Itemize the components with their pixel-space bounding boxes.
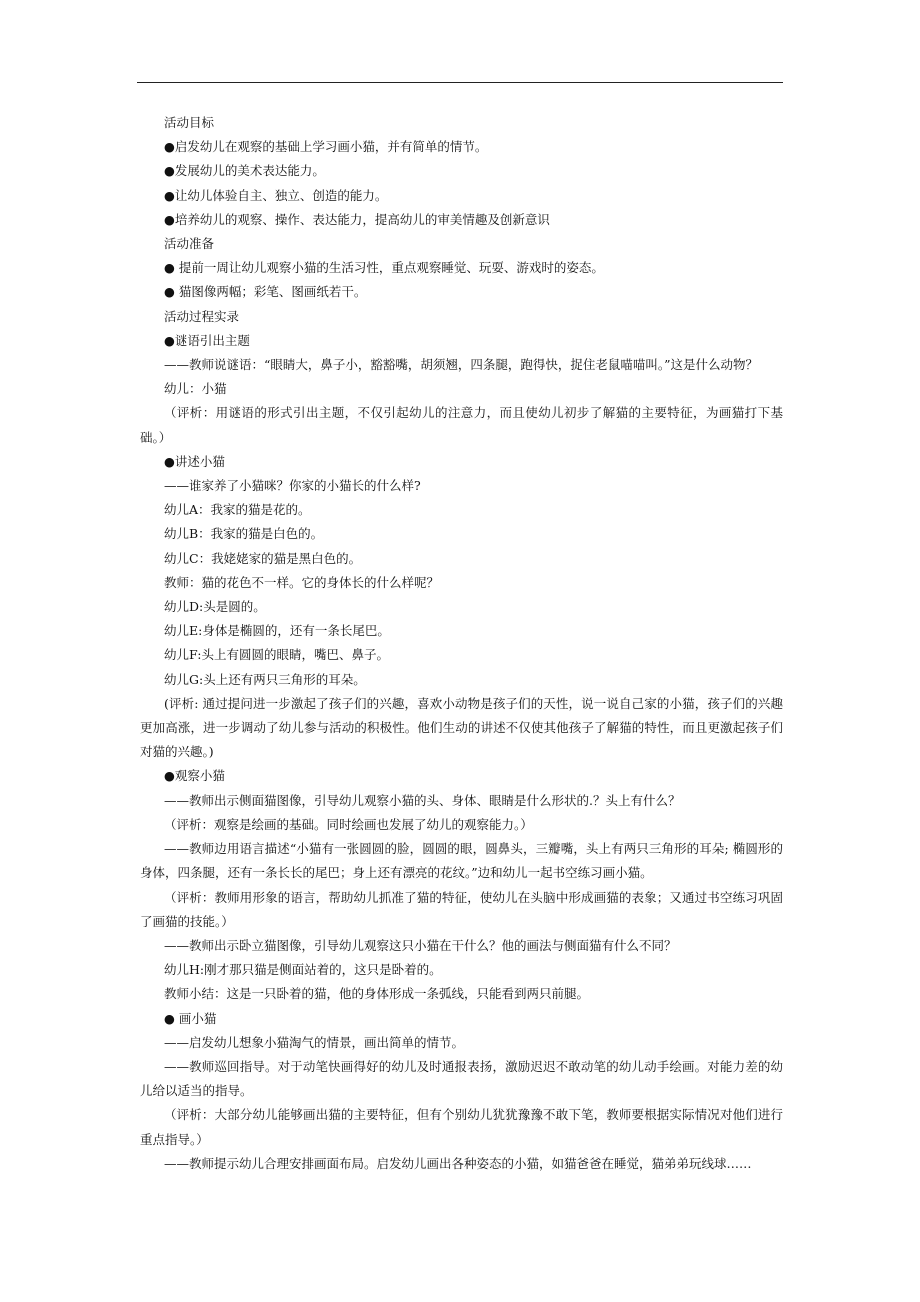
paragraph-line: 活动准备 xyxy=(164,236,215,252)
paragraph-line: （评析：用谜语的形式引出主题，不仅引起幼儿的注意力，而且使幼儿初步了解猫的主要特征，为画猫打下基础。） xyxy=(140,405,783,445)
paragraph-line: 幼儿：小猫 xyxy=(164,381,227,397)
paragraph-line: 幼儿A：我家的猫是花的。 xyxy=(164,502,311,518)
paragraph-line: ●观察小猫 xyxy=(164,768,225,784)
paragraph-line: ——启发幼儿想象小猫淘气的情景，画出简单的情节。 xyxy=(164,1034,465,1050)
paragraph-line: 活动过程实录 xyxy=(164,308,240,324)
paragraph-line: ——谁家养了小猫咪？你家的小猫长的什么样? xyxy=(164,478,421,494)
paragraph-line: ●谜语引出主题 xyxy=(164,332,250,348)
paragraph-line: 幼儿F:头上有圆圆的眼睛，嘴巴、鼻子。 xyxy=(164,647,389,663)
paragraph-line: ——教师边用语言描述“小猫有一张圆圆的脸，圆圆的眼，圆鼻头，三瓣嘴，头上有两只三角形的耳朵; 椭圆形的身体，四条腿，还有一条长长的尾巴；身上还有漂亮的花纹。”边和幼儿一起书空练习画小猫。 xyxy=(140,841,783,881)
paragraph-line: 活动目标 xyxy=(164,115,215,130)
paragraph-line: ●发展幼儿的美术表达能力。 xyxy=(164,163,325,179)
paragraph-line: 幼儿D:头是圆的。 xyxy=(164,599,266,615)
paragraph-line: ——教师说谜语：“眼睛大，鼻子小，豁豁嘴，胡须翘，四条腿，跑得快，捉住老鼠喵喵叫。”这是什么动物？ xyxy=(164,357,759,373)
header-rule xyxy=(137,82,783,83)
paragraph-line: ●讲述小猫 xyxy=(164,453,225,469)
paragraph-line: ●启发幼儿在观察的基础上学习画小猫，并有简单的情节。 xyxy=(164,139,488,155)
paragraph-line: （评析：观察是绘画的基础。同时绘画也发展了幼儿的观察能力。） xyxy=(164,816,533,832)
paragraph-line: ● 画小猫 xyxy=(164,1010,217,1026)
paragraph-line: ——教师提示幼儿合理安排画面布局。启发幼儿画出各种姿态的小猫，如猫爸爸在睡觉，猫弟弟玩线球…… xyxy=(164,1155,752,1171)
paragraph-line: (评析: 通过提问进一步激起了孩子们的兴趣，喜欢小动物是孩子们的天性，说一说自己家的小猫，孩子们的兴趣更加高涨，进一步调动了幼儿参与活动的积极性。他们生动的讲述不仅使其他孩子了解猫的特性，而且更激起孩子们对猫的兴趣。) xyxy=(140,695,783,760)
paragraph-line: 幼儿C：我姥姥家的猫是黑白色的。 xyxy=(164,550,362,566)
paragraph-line: ●让幼儿体验自主、独立、创造的能力。 xyxy=(164,187,388,203)
paragraph-line: （评析：教师用形象的语言，帮助幼儿抓准了猫的特征，使幼儿在头脑中形成画猫的表象；又通过书空练习巩固了画猫的技能。） xyxy=(140,889,783,929)
paragraph-line: 幼儿H:刚才那只猫是侧面站着的，这只是卧着的。 xyxy=(164,962,442,978)
document-body xyxy=(140,111,783,1176)
paragraph-line: ●培养幼儿的观察、操作、表达能力，提高幼儿的审美情趣及创新意识 xyxy=(164,211,550,227)
paragraph-line: 幼儿E:身体是椭圆的，还有一条长尾巴。 xyxy=(164,623,390,639)
paragraph-line: 幼儿G:头上还有两只三角形的耳朵。 xyxy=(164,671,366,687)
paragraph-line: ——教师出示侧面猫图像，引导幼儿观察小猫的头、身体、眼睛是什么形状的.？头上有什么？ xyxy=(164,792,681,808)
paragraph-line: ● 猫图像两幅；彩笔、图画纸若干。 xyxy=(164,284,367,300)
paragraph-line: ——教师巡回指导。对于动笔快画得好的幼儿及时通报表扬，激励迟迟不敢动笔的幼儿动手绘画。对能力差的幼儿给以适当的指导。 xyxy=(140,1058,783,1099)
paragraph-line: ——教师出示卧立猫图像，引导幼儿观察这只小猫在干什么？他的画法与侧面猫有什么不同？ xyxy=(164,937,677,953)
paragraph-line: 教师：猫的花色不一样。它的身体长的什么样呢？ xyxy=(164,574,440,590)
paragraph-line: 幼儿B：我家的猫是白色的。 xyxy=(164,526,324,542)
paragraph-line: 教师小结：这是一只卧着的猫，他的身体形成一条弧线，只能看到两只前腿。 xyxy=(164,986,590,1002)
paragraph-line: ● 提前一周让幼儿观察小猫的生活习性，重点观察睡觉、玩耍、游戏时的姿态。 xyxy=(164,260,604,276)
paragraph-line: （评析：大部分幼儿能够画出猫的主要特征，但有个别幼儿犹犹豫豫不敢下笔，教师要根据实际情况对他们进行重点指导。） xyxy=(140,1107,783,1147)
